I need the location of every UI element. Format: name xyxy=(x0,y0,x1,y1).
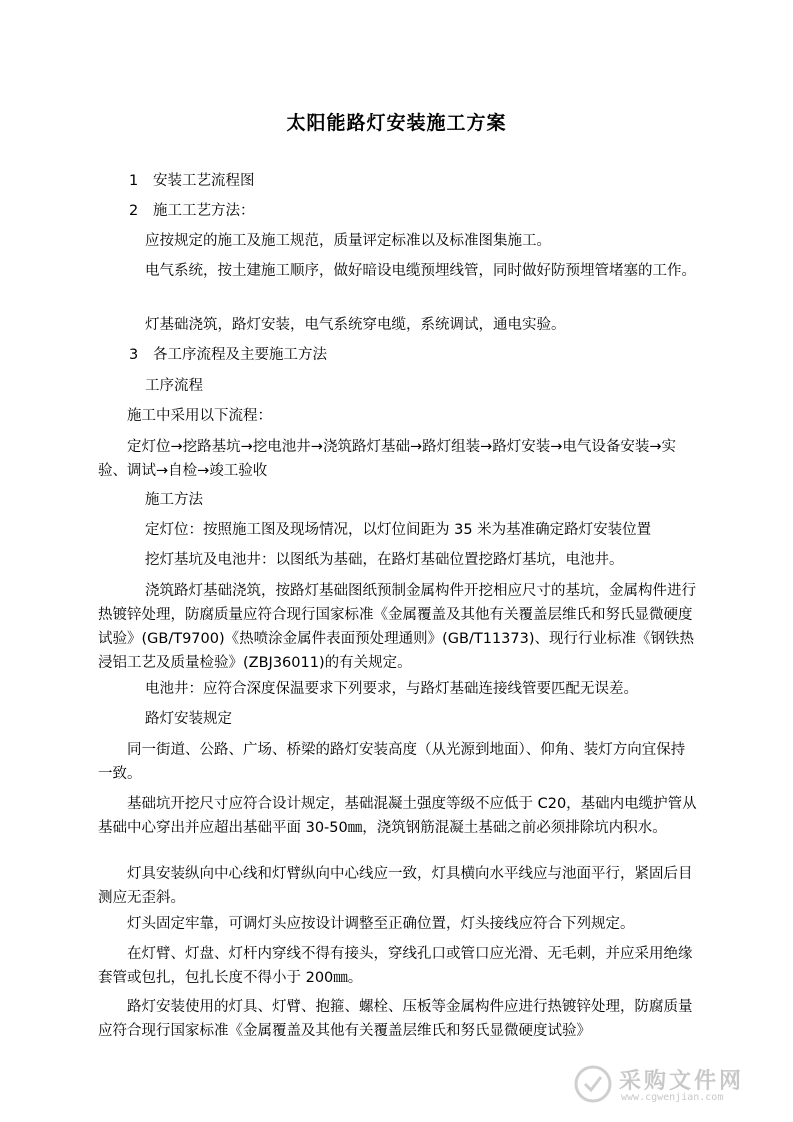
body-paragraph: 基础坑开挖尺寸应符合设计规定，基础混凝土强度等级不应低于 C20，基础内电缆护管从基础中心穿出并应超出基础平面 30-50㎜，浇筑钢筋混凝土基础之前必须排除坑内积水。 xyxy=(98,796,697,836)
watermark xyxy=(573,1062,763,1108)
body-paragraph: 灯具安装纵向中心线和灯臂纵向中心线应一致，灯具横向水平线应与池面平行，紧固后目测应无歪斜。 xyxy=(98,866,693,906)
body-paragraph: 挖灯基坑及电池井：以图纸为基础，在路灯基础位置挖路灯基坑，电池井。 xyxy=(145,552,624,568)
section-heading-text: 施工工艺方法： xyxy=(153,203,255,219)
body-paragraph: 路灯安装使用的灯具、灯臂、抱箍、螺栓、压板等金属构件应进行热镀锌处理，防腐质量应符合现行国家标准《金属覆盖及其他有关覆盖层维氏和努氏显微硬度试验》 xyxy=(98,999,693,1039)
document-title: 太阳能路灯安装施工方案 xyxy=(286,112,507,134)
section-heading-2 xyxy=(98,199,729,223)
watermark-text: 采购文件网 xyxy=(619,1069,745,1094)
body-paragraph: 电池井：应符合深度保温要求下列要求，与路灯基础连接线管要匹配无误差。 xyxy=(145,681,638,697)
watermark-url: www.cgwenjian.com xyxy=(621,1092,724,1103)
body-paragraph: 电气系统，按土建施工顺序，做好暗设电缆预埋线管，同时做好防预埋管堵塞的工作。 xyxy=(145,263,696,279)
body-paragraph: 应按规定的施工及施工规范，质量评定标准以及标准图集施工。 xyxy=(145,233,551,249)
section-heading-text: 安装工艺流程图 xyxy=(153,173,255,189)
section-number: 3 xyxy=(129,347,139,363)
section-heading-3 xyxy=(98,343,729,367)
body-paragraph: 定灯位：按照施工图及现场情况，以灯位间距为 35 米为基准确定路灯安装位置 xyxy=(145,522,652,538)
body-paragraph: 灯头固定牢靠，可调灯头应按设计调整至正确位置，灯头接线应符合下列规定。 xyxy=(127,916,635,932)
body-paragraph: 同一街道、公路、广场、桥梁的路灯安装高度（从光源到地面）、仰角、装灯方向宜保持一致。 xyxy=(98,742,686,782)
subheading: 工序流程 xyxy=(145,378,203,394)
watermark-logo-icon xyxy=(573,1064,613,1104)
body-paragraph: 在灯臂、灯盘、灯杆内穿线不得有接头，穿线孔口或管口应光滑、无毛刺，并应采用绝缘套管或包扎，包扎长度不得小于 200㎜。 xyxy=(98,946,693,986)
section-heading-text: 各工序流程及主要施工方法 xyxy=(153,347,327,363)
process-flow-paragraph: 定灯位→挖路基坑→挖电池井→浇筑路灯基础→路灯组装→路灯安装→电气设备安装→实验、调试→自检→竣工验收 xyxy=(98,439,677,479)
section-heading-1 xyxy=(98,169,729,193)
subheading: 路灯安装规定 xyxy=(145,711,232,727)
body-paragraph: 施工中采用以下流程： xyxy=(127,408,272,424)
body-paragraph: 浇筑路灯基础浇筑，按路灯基础图纸预制金属构件开挖相应尺寸的基坑，金属构件进行热镀锌处理，防腐质量应符合现行国家标准《金属覆盖及其他有关覆盖层维氏和努氏显微硬度试验》(GB/T9700)《热喷涂金属件表面预处理通则》(GB/T11373)、现行行业标准《钢铁热浸铝工艺及质量检验》(ZBJ36011)的有关规定。 xyxy=(98,583,696,671)
subheading: 施工方法 xyxy=(145,492,203,508)
section-number: 2 xyxy=(129,203,139,219)
body-paragraph: 灯基础浇筑，路灯安装，电气系统穿电缆，系统调试，通电实验。 xyxy=(145,317,566,333)
section-number: 1 xyxy=(129,173,139,189)
